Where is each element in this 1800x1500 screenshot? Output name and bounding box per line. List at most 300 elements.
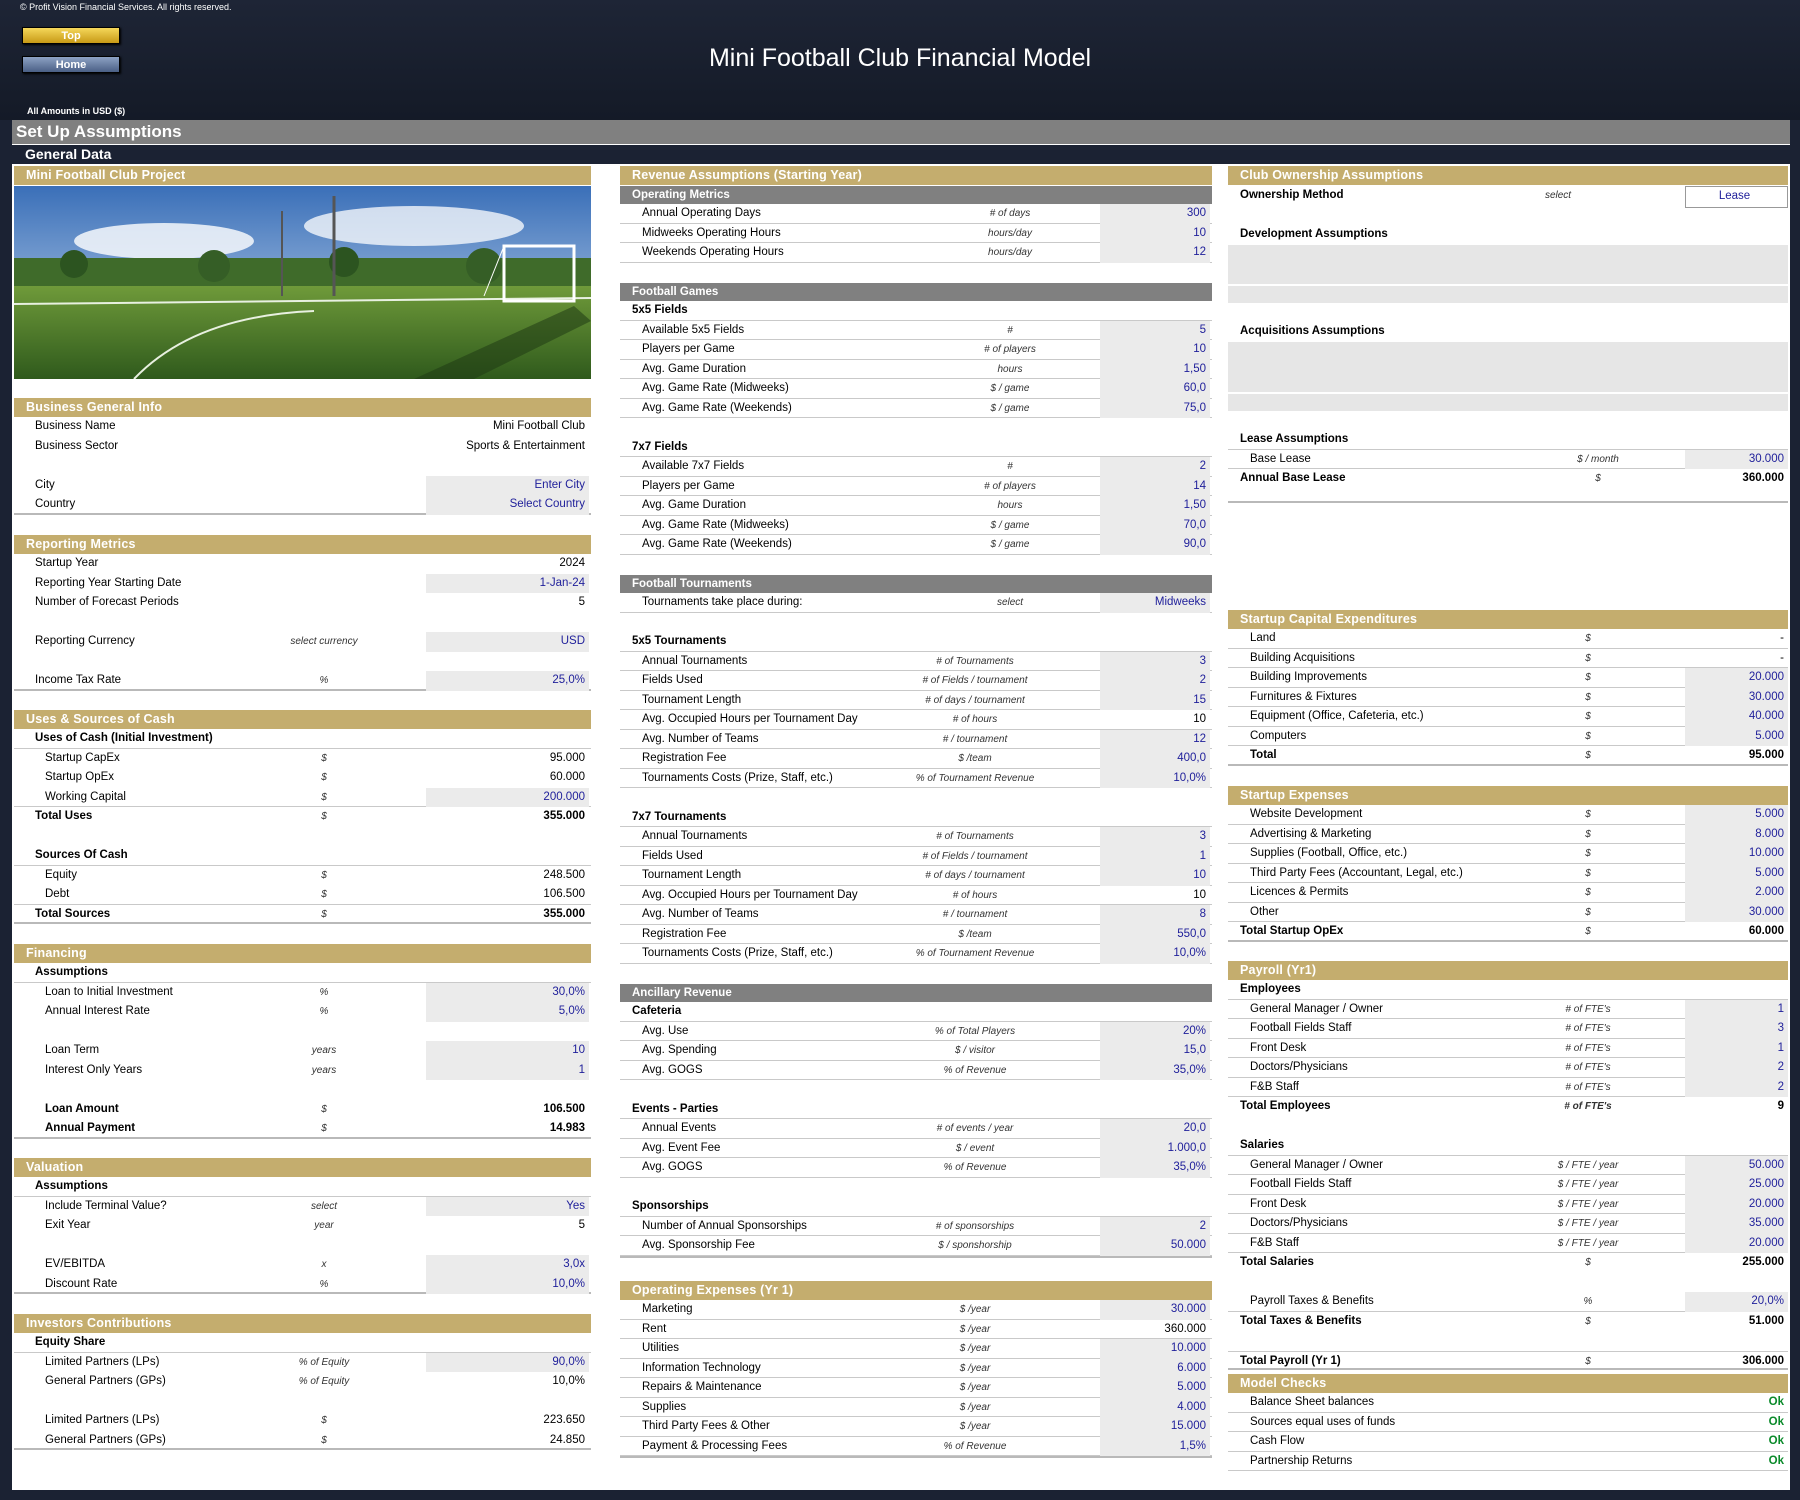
label: Total Payroll (Yr 1) [1240,1354,1341,1367]
label: Sources equal uses of funds [1250,1415,1396,1428]
rev-row [620,671,1212,691]
employees-title [1228,980,1788,1000]
rev-row [620,1041,1212,1061]
unit: $ / game [990,402,1030,414]
label: Cafeteria [632,1005,682,1017]
equity-share-title [14,1333,591,1353]
label: Partnership Returns [1250,1454,1353,1467]
input-cell[interactable]: 10,0% [1100,769,1210,789]
label: General Manager / Owner [1250,1158,1383,1171]
unit: % of Revenue [943,1162,1007,1173]
label: Equity Share [35,1336,106,1348]
input[interactable]: 2 [1100,457,1210,477]
unit: hours/day [988,247,1032,258]
input-cell[interactable]: 2 [1685,1078,1788,1098]
input[interactable]: 14 [1100,477,1210,497]
spacer [14,827,591,847]
startup-expense-row [1228,844,1788,864]
label: Equipment (Office, Cafeteria, etc.) [1250,710,1424,722]
ownership-method-select[interactable]: Lease [1685,186,1788,208]
lp-share-input[interactable]: 90,0% [426,1353,589,1373]
value: 360.000 [1742,472,1784,484]
check-row [1228,1393,1788,1413]
input-cell[interactable]: 50.000 [1685,1156,1788,1176]
label: Fields Used [642,674,703,686]
acquisitions-grey-block [1228,394,1788,411]
city-input[interactable]: Enter City [426,476,589,496]
value: 355.000 [543,907,585,920]
input-cell[interactable]: 35.000 [1685,1214,1788,1234]
unit: hours/day [988,227,1032,239]
label: Avg. Game Rate (Weekends) [642,401,792,414]
payroll-taxes-input[interactable]: 20,0% [1685,1292,1788,1312]
salary-row [1228,1195,1788,1215]
input[interactable]: 12 [1100,243,1210,263]
label: Annual Tournaments [642,654,748,667]
input-cell[interactable]: 2.000 [1685,883,1788,903]
label: Weekends Operating Hours [642,246,784,258]
label: Loan to Initial Investment [45,985,173,998]
input-cell[interactable]: 400,0 [1100,749,1210,769]
reporting-section [14,535,591,691]
opex-rows [620,1300,1212,1458]
tournaments-subheader: Football Tournaments [620,575,1212,593]
model-checks-section [1228,1374,1788,1471]
label: Advertising & Marketing [1250,827,1372,840]
value: 248.500 [543,868,585,881]
unit: # of Tournaments [936,831,1014,842]
startup-expense-row [1228,825,1788,845]
salaries-title [1228,1136,1788,1156]
opex-row [620,1359,1212,1379]
input[interactable]: 1,50 [1100,360,1210,380]
input-cell[interactable]: 2 [1100,671,1210,691]
input[interactable]: 60,0 [1100,379,1210,399]
value: Sports & Entertainment [466,439,585,452]
rev-row [620,243,1212,263]
label: Interest Only Years [45,1063,143,1076]
value: 2024 [559,557,585,569]
opex-row [620,1300,1212,1320]
unit: $ / FTE / year [1557,1237,1619,1249]
unit: $ [1585,809,1591,820]
unit: x [321,1259,327,1270]
unit: # of hours [952,889,998,901]
sponsorships-title [620,1197,1212,1217]
interest-rate-input[interactable]: 5,0% [426,1002,589,1022]
unit: # of days / tournament [925,694,1025,706]
unit: hours [997,500,1023,511]
spacer [1228,206,1788,226]
startup-expense-row [1228,805,1788,825]
label: Business Sector [35,439,119,452]
unit: $ [1585,906,1591,918]
opex-row [620,1398,1212,1418]
value: 223.650 [543,1414,585,1426]
value: 10 [1193,713,1206,725]
label: 5x5 Tournaments [632,635,727,647]
capex-total-row [1228,746,1788,766]
capex-section [1228,610,1788,766]
input-cell[interactable]: 5.000 [1685,727,1788,747]
unit: years [311,1064,337,1076]
revenue-header: Revenue Assumptions (Starting Year) [620,166,1212,185]
valuation-row [14,1197,591,1217]
label: Website Development [1250,808,1363,820]
input-cell[interactable]: 4.000 [1100,1398,1210,1418]
label: Avg. Event Fee [642,1141,721,1154]
label: Business Name [35,420,116,432]
unit: # of days [989,208,1031,219]
label: Assumptions [35,1180,108,1192]
input[interactable]: 90,0 [1100,535,1210,555]
value: 60.000 [1748,925,1784,937]
opex-row [620,1437,1212,1457]
label: Number of Forecast Periods [35,596,179,608]
input-cell[interactable]: 15.000 [1100,1417,1210,1437]
unit: % [319,986,329,998]
rev-row [620,710,1212,730]
input[interactable]: 10 [1100,224,1210,244]
label: Debt [45,888,70,900]
label: Discount Rate [45,1277,118,1290]
label: Annual Events [642,1122,717,1134]
label: Avg. Spending [642,1044,717,1056]
rev-row [620,457,1212,477]
spacer [1228,411,1788,431]
label: EV/EBITDA [45,1258,106,1270]
unit: % [319,1278,329,1290]
input-cell[interactable]: 12 [1100,730,1210,750]
label: General Partners (GPs) [45,1375,166,1387]
label: Loan Amount [45,1102,119,1115]
value: 106.500 [543,1102,585,1115]
input-cell[interactable]: 3 [1100,652,1210,672]
label: Tournaments take place during: [642,596,803,608]
business-info-section [14,398,591,515]
unit: $ [321,1103,327,1115]
unit: $ / game [990,519,1030,531]
unit: $ /year [959,1421,991,1432]
input-cell[interactable]: 1 [1685,1000,1788,1020]
check-row [1228,1413,1788,1433]
unit: $ /team [958,753,992,764]
city-row [14,476,591,496]
spacer [14,456,591,476]
unit: $ / event [955,1142,995,1154]
unit: $ / FTE / year [1557,1179,1619,1190]
input[interactable]: 300 [1100,204,1210,224]
terminal-value-select[interactable]: Yes [426,1197,589,1217]
top-button[interactable]: Top [22,27,120,44]
ev-ebitda-input[interactable]: 3,0x [426,1255,589,1275]
model-checks-header: Model Checks [1228,1374,1788,1393]
value: 106.500 [543,888,585,900]
rev-row [620,866,1212,886]
input-cell[interactable]: 2 [1685,1058,1788,1078]
value: 255.000 [1742,1256,1784,1268]
label: Limited Partners (LPs) [45,1414,160,1426]
input-cell[interactable]: 10,0% [1100,944,1210,964]
input[interactable]: 1,50 [1100,496,1210,516]
unit: % of Revenue [943,1064,1007,1076]
tournaments5-rows [620,652,1212,789]
rev-row [620,1061,1212,1081]
input-cell[interactable]: 10.000 [1100,1339,1210,1359]
currency-select[interactable]: USD [426,632,589,652]
spacer [620,1080,1212,1100]
operating-metrics-subheader: Operating Metrics [620,186,1212,204]
input-cell[interactable]: 10 [1100,866,1210,886]
financing-row [14,1119,591,1139]
country-row [14,495,591,515]
rev-row [620,749,1212,769]
unit: % of Tournament Revenue [915,948,1035,959]
unit: $ [1585,887,1591,898]
investors-header: Investors Contributions [14,1314,591,1333]
input[interactable]: 5 [1100,321,1210,341]
employee-row [1228,1019,1788,1039]
label: Fields Used [642,849,703,862]
employee-row [1228,1039,1788,1059]
startup-expense-row [1228,883,1788,903]
input[interactable]: 70,0 [1100,516,1210,536]
salary-row [1228,1234,1788,1254]
capex-row [1228,629,1788,649]
opex-row [620,1378,1212,1398]
tournament-period-select[interactable]: Midweeks [1100,593,1210,613]
label: Tournament Length [642,693,742,706]
label: Total Employees [1240,1100,1331,1112]
unit: $ [321,772,327,783]
events-title [620,1100,1212,1120]
value: Mini Football Club [492,420,585,432]
annual-lease-row [1228,469,1788,489]
development-grey-block [1228,286,1788,303]
label: Startup OpEx [45,771,115,783]
label: Total Sources [35,907,111,920]
label: Avg. GOGS [642,1063,703,1076]
football-field-photo [14,186,591,379]
label: Avg. Game Rate (Weekends) [642,538,792,550]
unit: $ [321,1415,327,1426]
input-cell[interactable]: 2 [1100,1217,1210,1237]
input-cell[interactable]: 6.000 [1100,1359,1210,1379]
input-cell[interactable]: 50.000 [1100,1236,1210,1256]
rev-row [620,925,1212,945]
check-row [1228,1452,1788,1472]
rev-row [620,477,1212,497]
label: Marketing [642,1303,693,1315]
rev-row [620,379,1212,399]
unit: $ [1585,848,1591,859]
rev-row [620,496,1212,516]
input-cell[interactable]: 1.000,0 [1100,1139,1210,1159]
unit: $ [1585,1257,1591,1268]
input[interactable]: 10 [1100,340,1210,360]
unit: % of Total Players [934,1025,1016,1037]
payroll-total-row [1228,1351,1788,1371]
label: 7x7 Fields [632,440,688,453]
input-cell[interactable]: 5.000 [1100,1378,1210,1398]
payroll-header: Payroll (Yr1) [1228,961,1788,980]
input-cell[interactable]: 20.000 [1685,1234,1788,1254]
salary-row [1228,1175,1788,1195]
spacer [620,613,1212,633]
value: 306.000 [1742,1354,1784,1367]
input-cell[interactable]: 30.000 [1685,903,1788,923]
unit: # of FTE's [1565,1003,1611,1015]
label: Tournament Length [642,869,742,881]
financing-row [14,983,591,1003]
rev-row [620,340,1212,360]
unit: $ / FTE / year [1557,1159,1619,1171]
input-cell[interactable]: 30.000 [1685,688,1788,708]
label: Avg. Number of Teams [642,732,759,745]
opex-row [620,1320,1212,1340]
input-cell[interactable]: 3 [1100,827,1210,847]
input-cell[interactable]: 35,0% [1100,1061,1210,1081]
input-cell[interactable]: 20% [1100,1022,1210,1042]
rev-row [620,905,1212,925]
rev-row [620,769,1212,789]
startup-expenses-total-row [1228,922,1788,942]
input-cell[interactable]: 15,0 [1100,1041,1210,1061]
label: Rent [642,1322,667,1335]
salary-row [1228,1156,1788,1176]
taxes-total-row [1228,1312,1788,1332]
unit: $ [1585,652,1591,664]
input-cell[interactable]: 40.000 [1685,707,1788,727]
discount-rate-input[interactable]: 10,0% [426,1275,589,1295]
input-cell[interactable]: 25.000 [1685,1175,1788,1195]
total-uses-row [14,807,591,827]
unit: select [1544,190,1572,201]
unit: $ /team [958,928,992,940]
input-cell[interactable]: 10.000 [1685,844,1788,864]
label: Reporting Year Starting Date [35,576,182,589]
unit: # of players [984,480,1036,492]
input-cell[interactable]: 8 [1100,905,1210,925]
unit: $ / FTE / year [1557,1198,1619,1210]
loan-term-input[interactable]: 10 [426,1041,589,1061]
investors-section [14,1314,591,1450]
input-cell[interactable]: 8.000 [1685,825,1788,845]
home-button[interactable]: Home [22,56,120,73]
input-cell[interactable]: 15 [1100,691,1210,711]
label: Include Terminal Value? [45,1199,167,1212]
label: Tournaments Costs (Prize, Staff, etc.) [642,947,833,959]
input[interactable]: 75,0 [1100,399,1210,419]
label: Utilities [642,1342,680,1354]
label: General Partners (GPs) [45,1433,166,1446]
base-lease-input[interactable]: 30.000 [1685,450,1788,470]
input-cell[interactable]: 20,0 [1100,1119,1210,1139]
value: 51.000 [1748,1314,1784,1327]
employees-total-row [1228,1097,1788,1117]
rev-row [620,321,1212,341]
unit: # of FTE's [1565,1081,1611,1093]
input-cell[interactable]: 5.000 [1685,805,1788,825]
spacer [620,1178,1212,1198]
tournaments7-title [620,808,1212,828]
unit: # of FTE's [1565,1023,1611,1034]
unit: $ [1585,730,1591,742]
interest-only-input[interactable]: 1 [426,1061,589,1081]
value: 360.000 [1164,1322,1206,1335]
unit: % [319,1006,329,1017]
rev-row [620,1217,1212,1237]
investors-row [14,1431,591,1451]
label: Information Technology [642,1361,761,1374]
unit: $ [321,908,327,920]
loan-ratio-input[interactable]: 30,0% [426,983,589,1003]
value: Ok [1768,1435,1784,1447]
label: Registration Fee [642,927,727,940]
input-cell[interactable]: 1 [1685,1039,1788,1059]
country-select[interactable]: Select Country [426,495,589,515]
spacer [620,788,1212,808]
unit: % [1583,1296,1593,1307]
label: Avg. Occupied Hours per Tournament Day [642,888,858,901]
unit: # of FTE's [1565,1042,1611,1054]
start-date-input[interactable]: 1-Jan-24 [426,574,589,594]
acquisitions-title [1228,322,1788,342]
input-cell[interactable]: 550,0 [1100,925,1210,945]
input-cell[interactable]: 20.000 [1685,668,1788,688]
page-title: Mini Football Club Financial Model [708,44,1092,72]
valuation-header: Valuation [14,1158,591,1177]
tax-rate-input[interactable]: 25,0% [426,671,589,691]
investors-row [14,1372,591,1392]
input-cell[interactable]: 1,5% [1100,1437,1210,1457]
input-cell[interactable]: 30.000 [1100,1300,1210,1320]
input-cell[interactable]: 20.000 [1685,1195,1788,1215]
opex-row [620,1339,1212,1359]
label: 5x5 Fields [632,304,688,316]
uses-row [14,749,591,769]
label: Football Fields Staff [1250,1178,1352,1190]
unit: # of FTE's [1565,1062,1611,1073]
rev-row [620,886,1212,906]
working-capital-input[interactable]: 200.000 [426,788,589,808]
rev-row [620,944,1212,964]
events-rows [620,1119,1212,1178]
spacer [620,263,1212,283]
label: Front Desk [1250,1041,1307,1054]
model-checks-rows [1228,1393,1788,1471]
input-cell[interactable]: 1 [1100,847,1210,867]
label: Front Desk [1250,1197,1307,1210]
label: Events - Parties [632,1102,719,1115]
unit: $ [321,791,327,803]
revenue-section [620,166,1212,1258]
label: Startup Year [35,557,99,569]
ancillary-subheader: Ancillary Revenue [620,984,1212,1002]
unit: $ [321,1434,327,1446]
rev-row [620,535,1212,555]
unit: $ [1585,672,1591,683]
label: Annual Base Lease [1240,472,1346,484]
input-cell[interactable]: 35,0% [1100,1158,1210,1178]
unit: # of events / year [936,1123,1014,1134]
rev-row [620,1022,1212,1042]
rev-row [620,516,1212,536]
label: Total Uses [35,810,93,822]
input-cell[interactable]: 5.000 [1685,864,1788,884]
label: Avg. Number of Teams [642,908,759,920]
input-cell[interactable]: 3 [1685,1019,1788,1039]
